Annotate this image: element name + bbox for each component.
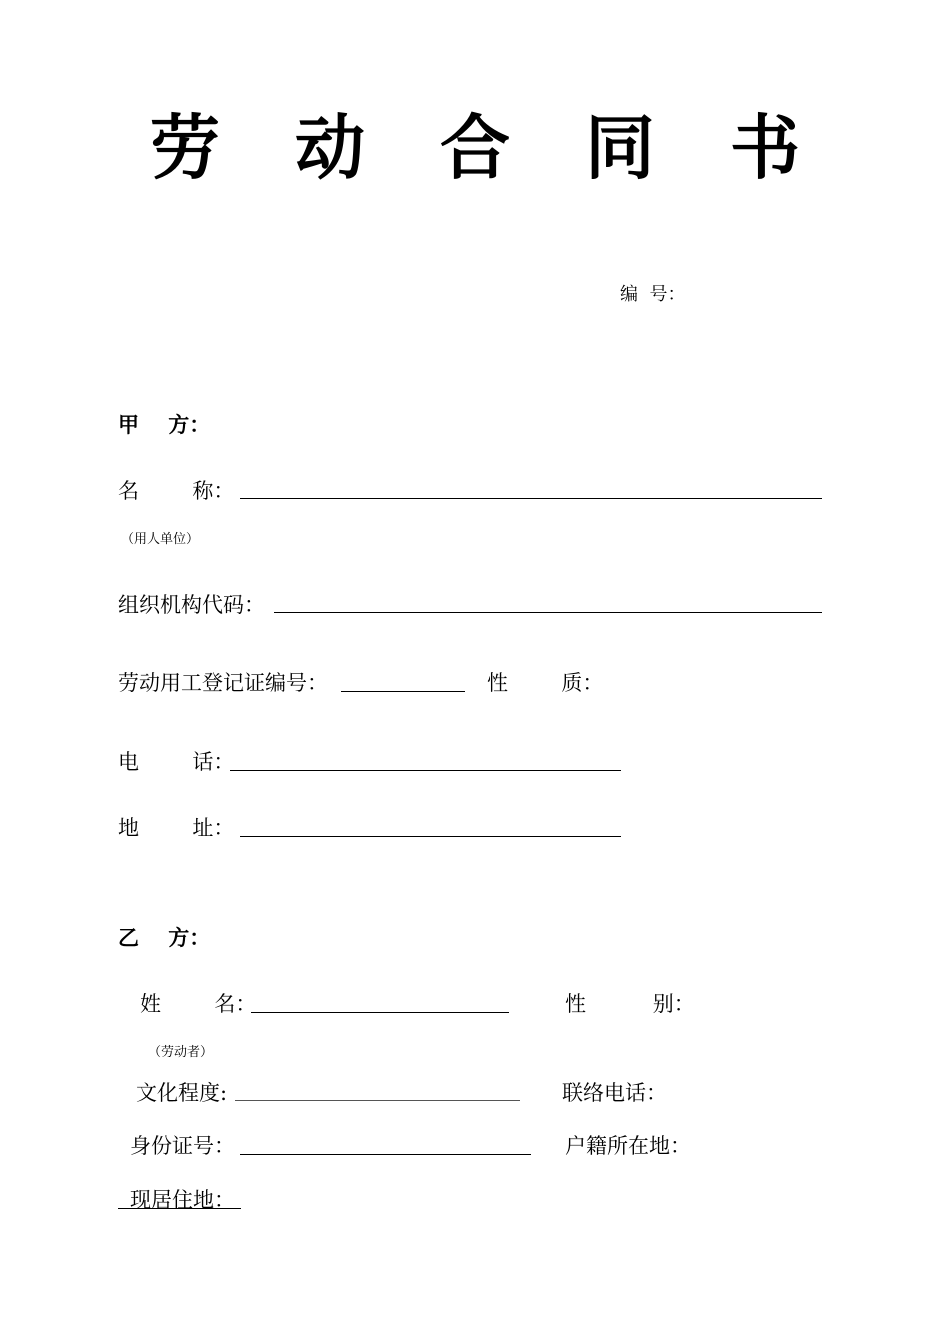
company-nature-label: 性 质： [487, 671, 604, 695]
title-char: 书 [730, 106, 800, 189]
labor-registration-label: 劳动用工登记证编号： [118, 671, 328, 695]
party-a-heading: 甲 方： [118, 412, 211, 437]
title-char: 动 [295, 106, 365, 189]
education-field[interactable] [235, 1100, 520, 1101]
document-title [150, 108, 800, 188]
worker-name-label: 姓 名： [140, 992, 257, 1016]
education-label: 文化程度: [136, 1081, 228, 1105]
company-address-field[interactable] [240, 836, 621, 837]
party-b-heading: 乙 方： [118, 925, 211, 950]
company-address-label: 地 址： [118, 816, 235, 840]
serial-number-label: 编 号： [620, 284, 686, 305]
company-phone-label: 电 话： [118, 750, 235, 774]
title-char: 合 [440, 106, 510, 189]
company-name-field[interactable] [240, 498, 822, 499]
employer-note: （用人单位） [121, 532, 200, 547]
worker-note: （劳动者） [148, 1045, 214, 1060]
household-registration-label: 户籍所在地： [565, 1134, 691, 1158]
current-residence-field[interactable] [118, 1208, 241, 1209]
company-phone-field[interactable] [230, 770, 621, 771]
id-number-field[interactable] [240, 1154, 531, 1155]
worker-name-field[interactable] [251, 1012, 509, 1013]
current-residence-label: 现居住地： [130, 1188, 235, 1212]
title-char: 同 [585, 106, 655, 189]
org-code-label: 组织机构代码： [118, 593, 265, 617]
labor-registration-field[interactable] [341, 691, 465, 692]
org-code-field[interactable] [274, 612, 822, 613]
title-char: 劳 [150, 106, 220, 189]
contact-phone-label: 联络电话： [562, 1081, 667, 1105]
gender-label: 性 别： [565, 992, 695, 1016]
company-name-label: 名 称： [118, 479, 235, 503]
id-number-label: 身份证号： [130, 1134, 235, 1158]
